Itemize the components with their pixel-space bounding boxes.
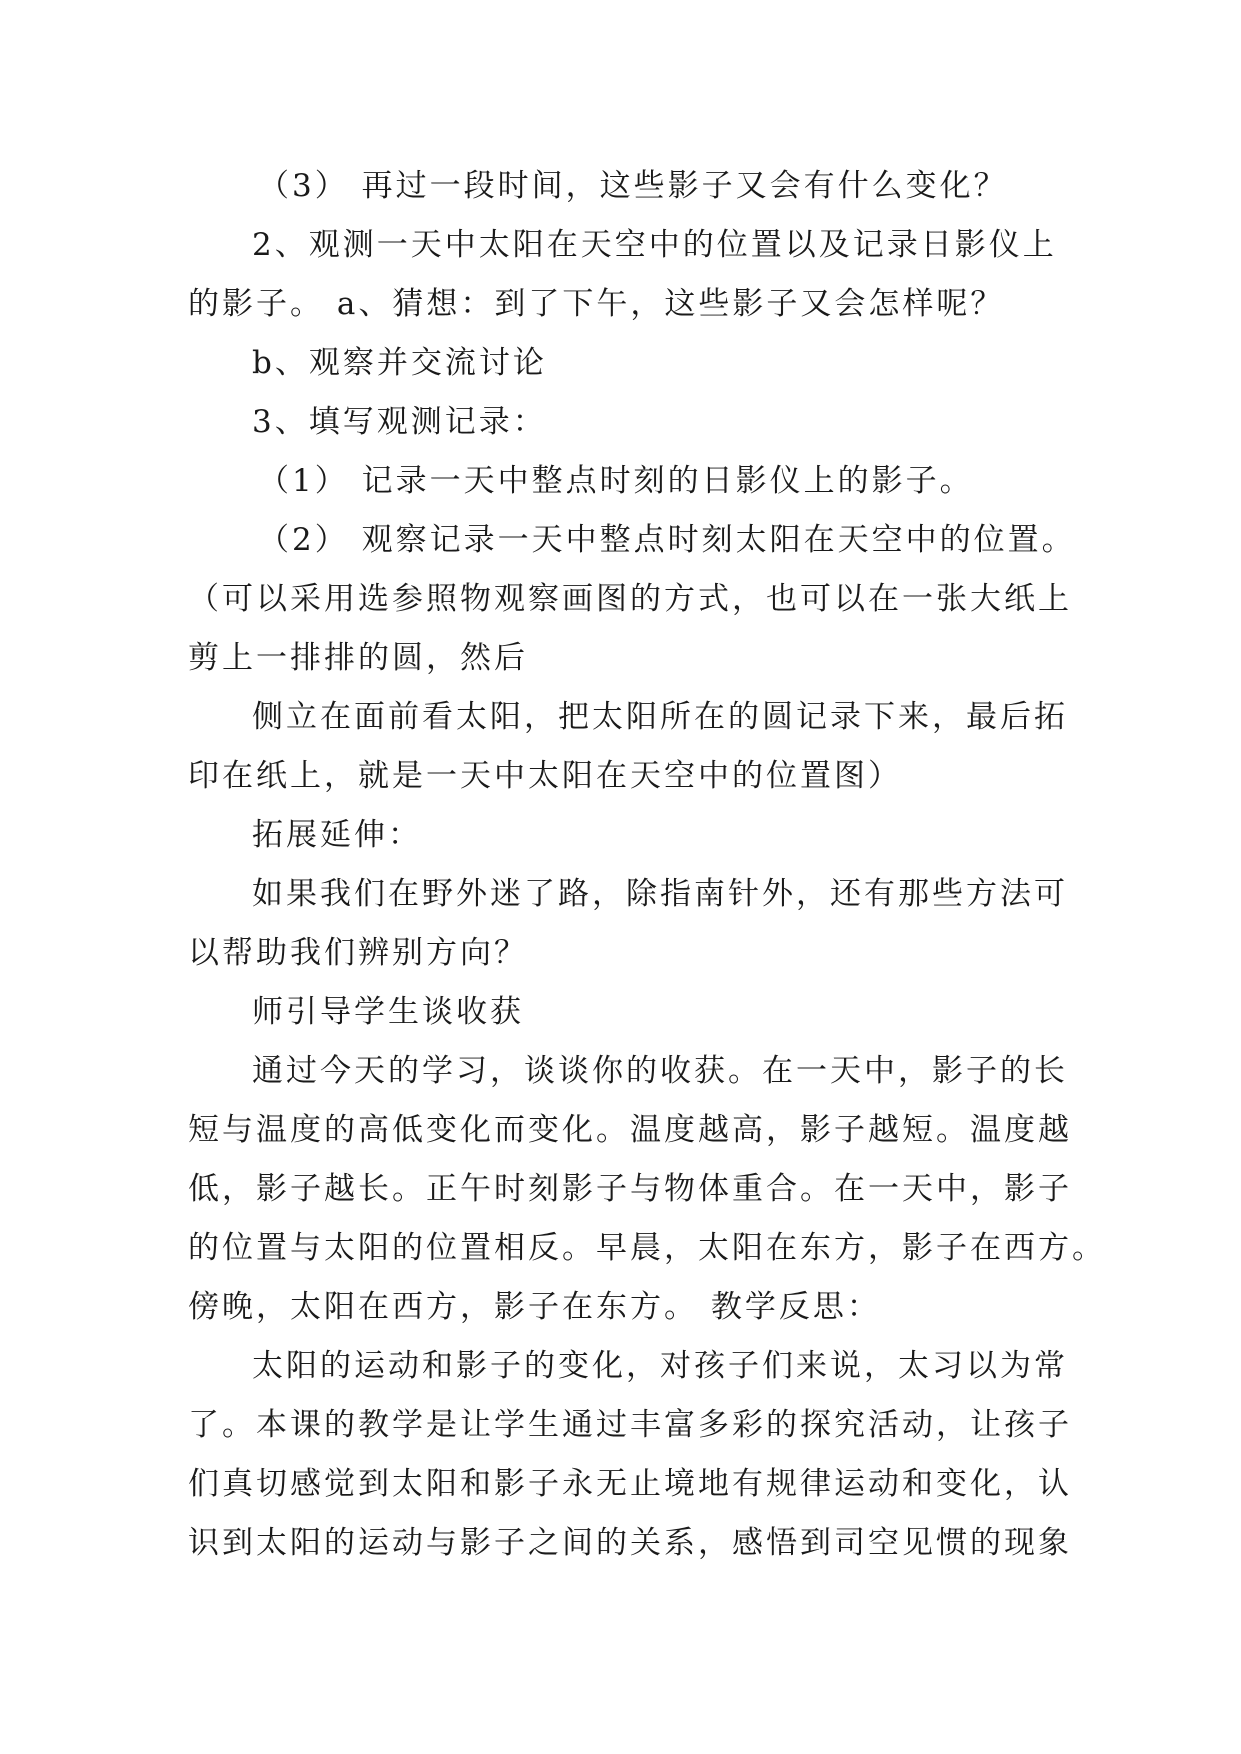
text-line: （可以采用选参照物观察画图的方式，也可以在一张大纸上 [188, 581, 1072, 617]
text-line: 拓展延伸： [252, 817, 422, 853]
text-line: 剪上一排排的圆，然后 [188, 640, 528, 676]
text-line: 2、观测一天中太阳在天空中的位置以及记录日影仪上 [252, 227, 1057, 263]
text-line: 的影子。 a、猜想：到了下午，这些影子又会怎样呢？ [188, 286, 1005, 322]
text-line: 们真切感觉到太阳和影子永无止境地有规律运动和变化，认 [188, 1466, 1072, 1502]
text-line: 印在纸上，就是一天中太阳在天空中的位置图） [188, 758, 902, 794]
text-line: （1） 记录一天中整点时刻的日影仪上的影子。 [258, 463, 974, 499]
text-line: 如果我们在野外迷了路，除指南针外，还有那些方法可 [252, 876, 1068, 912]
text-line: 低，影子越长。正午时刻影子与物体重合。在一天中，影子 [188, 1171, 1072, 1207]
text-line: b、观察并交流讨论 [252, 345, 547, 381]
text-line: （3） 再过一段时间，这些影子又会有什么变化？ [258, 168, 1008, 204]
text-line: 侧立在面前看太阳，把太阳所在的圆记录下来，最后拓 [252, 699, 1068, 735]
text-line: （2） 观察记录一天中整点时刻太阳在天空中的位置。 [258, 522, 1076, 558]
document-body [188, 157, 1106, 1573]
text-line: 识到太阳的运动与影子之间的关系，感悟到司空见惯的现象 [188, 1525, 1072, 1561]
text-line: 以帮助我们辨别方向？ [188, 935, 528, 971]
text-line: 通过今天的学习，谈谈你的收获。在一天中，影子的长 [252, 1053, 1068, 1089]
text-line: 3、填写观测记录： [252, 404, 547, 440]
text-line: 了。本课的教学是让学生通过丰富多彩的探究活动，让孩子 [188, 1407, 1072, 1443]
text-line: 太阳的运动和影子的变化，对孩子们来说，太习以为常 [252, 1348, 1068, 1384]
text-line: 傍晚，太阳在西方，影子在东方。 教学反思： [188, 1289, 881, 1325]
text-line: 短与温度的高低变化而变化。温度越高，影子越短。温度越 [188, 1112, 1072, 1148]
text-line: 的位置与太阳的位置相反。早晨，太阳在东方，影子在西方。 [188, 1230, 1106, 1266]
text-line: 师引导学生谈收获 [252, 994, 524, 1030]
